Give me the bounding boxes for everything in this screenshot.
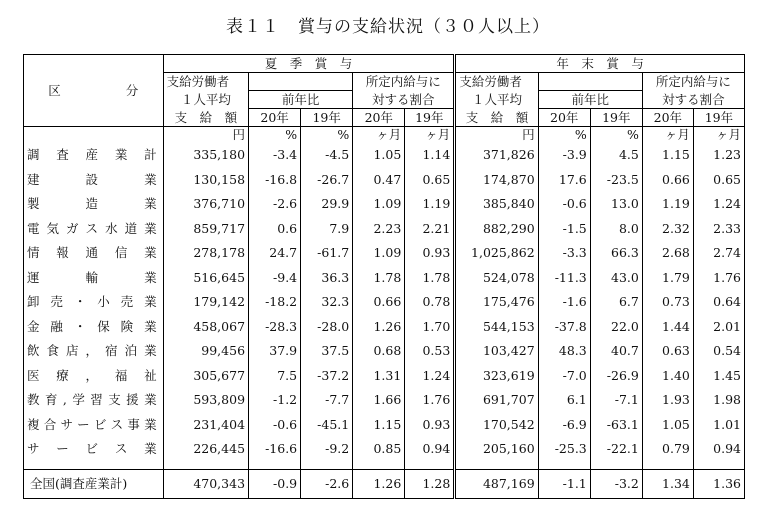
yearend-ratio-19: 1.36 [693,469,744,498]
yearend-ratio-19: 19年 [693,109,744,127]
summer-amount: 179,142 [163,290,248,315]
table-row [24,168,745,193]
yearend-pct-19: -63.1 [590,413,642,438]
summer-pct-20: -2.6 [249,192,301,217]
yearend-ratio-20: 2.68 [642,241,693,266]
summer-pct-19: 32.3 [301,290,353,315]
yearend-payment-line1: 支給労働者 [455,73,538,91]
yearend-pct-19: 8.0 [590,217,642,242]
summer-ratio-19: 1.70 [405,315,455,340]
row-label: 複合サービス事業 [24,413,164,438]
summer-ratio-19: 1.14 [405,143,455,168]
yearend-pct-19: 13.0 [590,192,642,217]
bonus-table [23,54,745,499]
summer-amount: 335,180 [163,143,248,168]
yearend-pct-20: -11.3 [538,266,590,291]
unit-pct: % [590,127,642,144]
yearend-ratio-19: 1.45 [693,364,744,389]
summer-amount: 593,809 [163,388,248,413]
data-rows [24,143,745,462]
summer-ratio-19: 1.76 [405,388,455,413]
summer-ratio-20: 1.26 [353,469,405,498]
summer-pct-20: 37.9 [249,339,301,364]
yearend-ratio-20: 20年 [642,109,693,127]
yearend-ratio-19: 1.76 [693,266,744,291]
yearend-amount: 1,025,862 [455,241,538,266]
summer-pct-19: -9.2 [301,437,353,462]
yearend-ratio-19: 2.01 [693,315,744,340]
yearend-ratio-19: 1.98 [693,388,744,413]
yearend-ratio-20: 1.05 [642,413,693,438]
summer-pct-20: 24.7 [249,241,301,266]
yearend-ratio-20: 1.40 [642,364,693,389]
summer-amount: 278,178 [163,241,248,266]
table-footer [24,462,745,499]
yearend-header: 年 末 賞 与 [455,55,745,73]
summer-pct-20: 0.6 [249,217,301,242]
row-label: 建設業 [24,168,164,193]
summer-pct-19: -61.7 [301,241,353,266]
yearend-pct-20: -37.8 [538,315,590,340]
unit-pct: % [301,127,353,144]
summer-ratio-19: 0.94 [405,437,455,462]
yearend-pct-20: -25.3 [538,437,590,462]
yearend-amount: 524,078 [455,266,538,291]
summer-amount: 516,645 [163,266,248,291]
summer-pct-19: -37.2 [301,364,353,389]
summer-ratio-19: 0.53 [405,339,455,364]
summer-amount: 376,710 [163,192,248,217]
yearend-pct-19: 22.0 [590,315,642,340]
yearend-ratio-19: 1.01 [693,413,744,438]
yearend-ratio-19: 0.54 [693,339,744,364]
summer-payment-line1: 支給労働者 [163,73,248,91]
unit-month: ヶ月 [353,127,405,144]
summer-ratio-20: 1.15 [353,413,405,438]
table-body [24,127,745,144]
summer-pct-19: -7.7 [301,388,353,413]
yearend-pct-20: 48.3 [538,339,590,364]
unit-pct: % [538,127,590,144]
yearend-pct-19: -23.5 [590,168,642,193]
yearend-pct-19: -26.9 [590,364,642,389]
summer-ratio-20: 1.09 [353,192,405,217]
yearend-ratio-20: 1.15 [642,143,693,168]
yearend-amount: 175,476 [455,290,538,315]
summer-amount: 859,717 [163,217,248,242]
yearend-payment-line2: １人平均 [455,91,538,109]
yearend-pct-20: -6.9 [538,413,590,438]
summer-pct-19: -26.7 [301,168,353,193]
summer-pct-20: -18.2 [249,290,301,315]
yearend-pct-20: 20年 [538,109,590,127]
unit-yen: 円 [455,127,538,144]
summer-amount: 458,067 [163,315,248,340]
yearend-amount: 170,542 [455,413,538,438]
yearend-pct-20: -3.3 [538,241,590,266]
unit-pct: % [249,127,301,144]
row-label: 教育,学習支援業 [24,388,164,413]
kubun-right: 分 [125,83,139,98]
summer-ratio-19: 2.21 [405,217,455,242]
summer-ratio-20: 0.85 [353,437,405,462]
summer-pct-19: 37.5 [301,339,353,364]
yearend-ratio-20: 1.34 [642,469,693,498]
yearend-amount: 103,427 [455,339,538,364]
summer-amount: 226,445 [163,437,248,462]
yearend-ratio-19: 2.74 [693,241,744,266]
summer-ratio-20: 2.23 [353,217,405,242]
yearend-prev-year: 前年比 [538,91,642,109]
summer-prev-year: 前年比 [249,91,353,109]
table-row [24,437,745,462]
summer-pct-20: -9.4 [249,266,301,291]
yearend-ratio-19: 0.94 [693,437,744,462]
summer-ratio-19: 0.93 [405,413,455,438]
row-label: 調査産業計 [24,143,164,168]
row-label: 製造業 [24,192,164,217]
row-label: 運輸業 [24,266,164,291]
table-row [24,217,745,242]
row-label: 飲食店，宿泊業 [24,339,164,364]
summer-ratio-20: 0.68 [353,339,405,364]
summer-payment-line2: １人平均 [163,91,248,109]
yearend-pct-19: 6.7 [590,290,642,315]
table-row [24,339,745,364]
summer-pct-20: -3.4 [249,143,301,168]
yearend-pct-20: 17.6 [538,168,590,193]
summer-pct-19: -45.1 [301,413,353,438]
kubun-left: 区 [48,83,75,98]
table-row [24,315,745,340]
yearend-ratio-line2: 対する割合 [642,91,744,109]
summer-ratio-19: 1.28 [405,469,455,498]
summer-pct-20: -0.6 [249,413,301,438]
summer-ratio-20: 1.66 [353,388,405,413]
summer-pct-19: -28.0 [301,315,353,340]
yearend-pct-19: -22.1 [590,437,642,462]
yearend-pct-19: 19年 [590,109,642,127]
summer-ratio-19: 1.78 [405,266,455,291]
unit-row [24,127,745,144]
summer-ratio-20: 20年 [353,109,405,127]
summer-ratio-line1: 所定内給与に [353,73,455,91]
yearend-amount: 385,840 [455,192,538,217]
yearend-pct-19: -7.1 [590,388,642,413]
yearend-ratio-19: 1.24 [693,192,744,217]
yearend-ratio-19: 1.23 [693,143,744,168]
yearend-ratio-20: 0.79 [642,437,693,462]
summer-pct-19: 36.3 [301,266,353,291]
yearend-ratio-20: 0.63 [642,339,693,364]
table-row [24,143,745,168]
yearend-amount: 205,160 [455,437,538,462]
yearend-ratio-20: 2.32 [642,217,693,242]
summer-pct-20: -16.6 [249,437,301,462]
yearend-amount: 691,707 [455,388,538,413]
yearend-ratio-20: 1.93 [642,388,693,413]
row-label: 電気ガス水道業 [24,217,164,242]
yearend-pct-20: -1.1 [538,469,590,498]
summer-pct-20: 7.5 [249,364,301,389]
yearend-amount: 174,870 [455,168,538,193]
yearend-ratio-19: 2.33 [693,217,744,242]
unit-month: ヶ月 [642,127,693,144]
yearend-pct-19: 4.5 [590,143,642,168]
summer-pct-19: 29.9 [301,192,353,217]
summer-ratio-line2: 対する割合 [353,91,455,109]
yearend-ratio-line1: 所定内給与に [642,73,744,91]
kubun-header [24,55,164,127]
yearend-pct-20: -1.5 [538,217,590,242]
summer-ratio-19: 0.93 [405,241,455,266]
yearend-amount: 323,619 [455,364,538,389]
row-label: サービス業 [24,437,164,462]
yearend-amount: 487,169 [455,469,538,498]
summer-ratio-20: 0.47 [353,168,405,193]
summer-ratio-19: 0.78 [405,290,455,315]
summer-pct-19: -4.5 [301,143,353,168]
yearend-pct-19: 43.0 [590,266,642,291]
summer-pct-20: -16.8 [249,168,301,193]
summer-blank [249,73,353,91]
table-row [24,241,745,266]
yearend-amount: 371,826 [455,143,538,168]
summer-amount: 470,343 [163,469,248,498]
summer-pct-20: -0.9 [249,469,301,498]
summer-ratio-19: 1.24 [405,364,455,389]
yearend-ratio-20: 0.73 [642,290,693,315]
yearend-pct-19: -3.2 [590,469,642,498]
table-row [24,388,745,413]
summer-ratio-20: 1.78 [353,266,405,291]
yearend-amount: 882,290 [455,217,538,242]
yearend-ratio-20: 1.79 [642,266,693,291]
yearend-amount: 544,153 [455,315,538,340]
summer-amount: 305,677 [163,364,248,389]
unit-month: ヶ月 [693,127,744,144]
yearend-pct-19: 40.7 [590,339,642,364]
table-row [24,413,745,438]
yearend-pct-20: -3.9 [538,143,590,168]
yearend-payment-line3: 支 給 額 [455,109,538,127]
table-row [24,266,745,291]
total-row [24,469,745,498]
row-label: 医療，福祉 [24,364,164,389]
row-label: 卸売・小売業 [24,290,164,315]
summer-pct-20: 20年 [249,109,301,127]
table-title: 表１１ 賞与の支給状況（３０人以上） [226,17,550,37]
table-header [24,55,745,127]
summer-header: 夏 季 賞 与 [163,55,455,73]
summer-ratio-20: 0.66 [353,290,405,315]
summer-pct-19: -2.6 [301,469,353,498]
yearend-blank [538,73,642,91]
table-row [24,192,745,217]
yearend-ratio-20: 1.19 [642,192,693,217]
unit-month: ヶ月 [405,127,455,144]
yearend-ratio-19: 0.65 [693,168,744,193]
summer-pct-19: 7.9 [301,217,353,242]
summer-pct-19: 19年 [301,109,353,127]
summer-ratio-20: 1.05 [353,143,405,168]
summer-amount: 231,404 [163,413,248,438]
table-row [24,364,745,389]
summer-payment-line3: 支 給 額 [163,109,248,127]
yearend-pct-20: -1.6 [538,290,590,315]
summer-ratio-19: 19年 [405,109,455,127]
summer-ratio-20: 1.26 [353,315,405,340]
unit-yen: 円 [163,127,248,144]
yearend-pct-20: 6.1 [538,388,590,413]
yearend-pct-19: 66.3 [590,241,642,266]
yearend-pct-20: -7.0 [538,364,590,389]
summer-ratio-19: 0.65 [405,168,455,193]
summer-ratio-19: 1.19 [405,192,455,217]
yearend-ratio-20: 1.44 [642,315,693,340]
summer-amount: 130,158 [163,168,248,193]
summer-ratio-20: 1.31 [353,364,405,389]
row-label: 金融・保険業 [24,315,164,340]
yearend-pct-20: -0.6 [538,192,590,217]
summer-pct-20: -28.3 [249,315,301,340]
yearend-ratio-19: 0.64 [693,290,744,315]
row-label: 全国(調査産業計) [24,469,164,498]
summer-ratio-20: 1.09 [353,241,405,266]
table-row [24,290,745,315]
summer-amount: 99,456 [163,339,248,364]
row-label: 情報通信業 [24,241,164,266]
yearend-ratio-20: 0.66 [642,168,693,193]
summer-pct-20: -1.2 [249,388,301,413]
